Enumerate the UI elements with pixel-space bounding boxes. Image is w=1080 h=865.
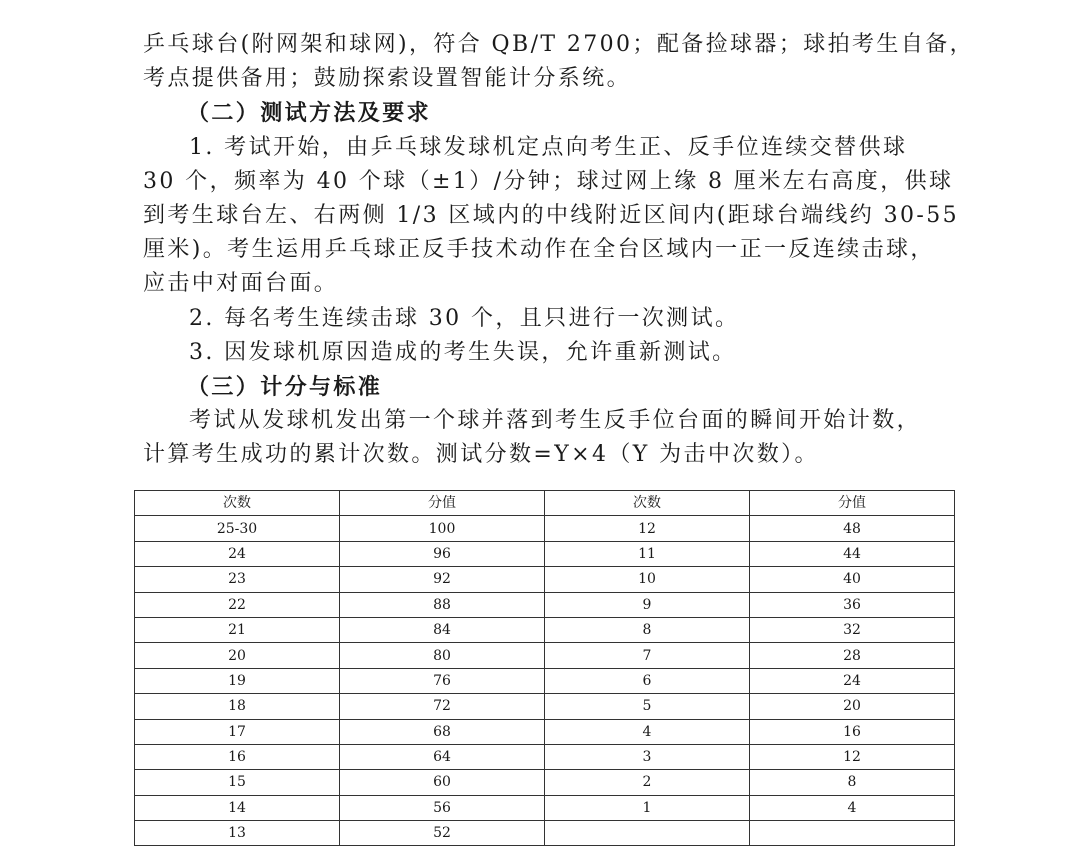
table-cell: 8 xyxy=(545,617,750,642)
paragraph-line: 考点提供备用；鼓励探索设置智能计分系统。 xyxy=(143,66,632,92)
item-3: 3. 因发球机原因造成的考生失误，允许重新测试。 xyxy=(189,339,737,365)
table-row xyxy=(135,770,955,795)
table-row xyxy=(135,795,955,820)
table-cell: 52 xyxy=(340,821,545,846)
table-cell: 44 xyxy=(750,541,955,566)
table-row xyxy=(135,719,955,744)
table-cell: 60 xyxy=(340,770,545,795)
table-cell: 22 xyxy=(135,592,340,617)
item-2: 2. 每名考生连续击球 30 个，且只进行一次测试。 xyxy=(189,305,740,331)
table-cell: 2 xyxy=(545,770,750,795)
table-header-row xyxy=(135,491,955,516)
section-heading-2: （二）测试方法及要求 xyxy=(187,100,432,127)
table-row xyxy=(135,516,955,541)
table-cell: 72 xyxy=(340,694,545,719)
table-cell: 12 xyxy=(750,744,955,769)
section-heading-3: （三）计分与标准 xyxy=(187,373,383,400)
table-cell: 11 xyxy=(545,541,750,566)
item-1-line: 厘米)。考生运用乒乓球正反手技术动作在全台区域内一正一反连续击球， xyxy=(143,237,935,263)
header-count: 次数 xyxy=(545,491,750,516)
table-cell: 48 xyxy=(750,516,955,541)
table-cell: 24 xyxy=(135,541,340,566)
table-cell: 15 xyxy=(135,770,340,795)
scoring-line: 计算考生成功的累计次数。测试分数=Y×4（Y 为击中次数）。 xyxy=(143,442,819,468)
header-score: 分值 xyxy=(750,491,955,516)
table-row xyxy=(135,541,955,566)
table-cell: 1 xyxy=(545,795,750,820)
table-row xyxy=(135,668,955,693)
header-count: 次数 xyxy=(135,491,340,516)
table-cell: 8 xyxy=(750,770,955,795)
table-cell: 6 xyxy=(545,668,750,693)
table-cell: 20 xyxy=(135,643,340,668)
table-cell: 18 xyxy=(135,694,340,719)
table-cell: 5 xyxy=(545,694,750,719)
table-cell: 100 xyxy=(340,516,545,541)
body-text xyxy=(143,28,975,472)
table-cell: 25-30 xyxy=(135,516,340,541)
scoring-line: 考试从发球机发出第一个球并落到考生反手位台面的瞬间开始计数， xyxy=(189,408,922,434)
table-row xyxy=(135,617,955,642)
table-cell: 10 xyxy=(545,567,750,592)
table-cell: 24 xyxy=(750,668,955,693)
item-1-line: 30 个，频率为 40 个球（±1）/分钟；球过网上缘 8 厘米左右高度，供球 xyxy=(143,168,954,194)
table-cell: 4 xyxy=(750,795,955,820)
table-cell: 9 xyxy=(545,592,750,617)
paragraph-line: 乒乓球台(附网架和球网)，符合 QB/T 2700；配备捡球器；球拍考生自备， xyxy=(143,32,975,57)
table-cell: 13 xyxy=(135,821,340,846)
table-row xyxy=(135,592,955,617)
table-cell: 12 xyxy=(545,516,750,541)
table-cell xyxy=(750,821,955,846)
table-cell: 68 xyxy=(340,719,545,744)
table-row xyxy=(135,744,955,769)
item-1-line: 1. 考试开始，由乒乓球发球机定点向考生正、反手位连续交替供球 xyxy=(189,134,908,160)
table-cell: 40 xyxy=(750,567,955,592)
table-cell: 16 xyxy=(750,719,955,744)
table-cell: 80 xyxy=(340,643,545,668)
score-table xyxy=(134,490,955,846)
table-cell: 20 xyxy=(750,694,955,719)
table-row xyxy=(135,694,955,719)
table-cell: 16 xyxy=(135,744,340,769)
table-cell: 36 xyxy=(750,592,955,617)
table-row xyxy=(135,567,955,592)
table-row xyxy=(135,821,955,846)
table-cell: 17 xyxy=(135,719,340,744)
table-cell: 96 xyxy=(340,541,545,566)
table-cell: 88 xyxy=(340,592,545,617)
table-cell: 3 xyxy=(545,744,750,769)
table-cell: 19 xyxy=(135,668,340,693)
table-cell: 23 xyxy=(135,567,340,592)
table-cell: 84 xyxy=(340,617,545,642)
item-1-line: 应击中对面台面。 xyxy=(143,271,339,297)
table-row xyxy=(135,643,955,668)
table-cell: 14 xyxy=(135,795,340,820)
table-cell: 76 xyxy=(340,668,545,693)
table-cell: 92 xyxy=(340,567,545,592)
table-cell: 32 xyxy=(750,617,955,642)
table-cell: 4 xyxy=(545,719,750,744)
table-cell: 7 xyxy=(545,643,750,668)
table-cell: 56 xyxy=(340,795,545,820)
table-cell: 28 xyxy=(750,643,955,668)
item-1-line: 到考生球台左、右两侧 1/3 区域内的中线附近区间内(距球台端线约 30-55 xyxy=(143,202,959,228)
table-cell xyxy=(545,821,750,846)
table-cell: 21 xyxy=(135,617,340,642)
header-score: 分值 xyxy=(340,491,545,516)
table-cell: 64 xyxy=(340,744,545,769)
